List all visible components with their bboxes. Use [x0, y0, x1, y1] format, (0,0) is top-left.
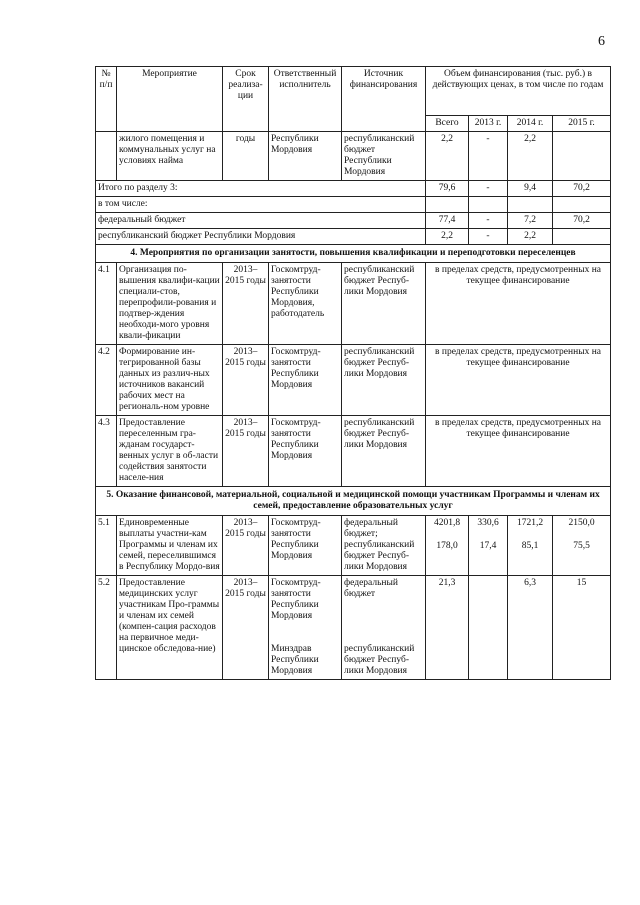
total-cell: 2,2 — [426, 132, 469, 181]
term-cell: 2013–2015 годы — [223, 516, 269, 576]
event-cell: жилого помещения и коммунальных услуг на условиях найма — [117, 132, 223, 181]
y2014-cell — [508, 516, 553, 576]
source-cell: республиканский бюджет Республики Мордовия — [342, 132, 426, 181]
row-num: 5.2 — [96, 576, 117, 680]
summary-2014 — [508, 197, 553, 213]
summary-row — [96, 181, 611, 197]
summary-label: республиканский бюджет Республики Мордовия — [96, 229, 426, 245]
section-header-row — [96, 487, 611, 516]
y2013-cell: - — [469, 132, 508, 181]
total-cell — [426, 516, 469, 576]
responsible-cell: Госкомтруд-занятости Республики Мордовия, работодатель — [269, 263, 342, 345]
header-responsible: Ответственный исполнитель — [269, 67, 342, 132]
y2013-cell — [469, 576, 508, 680]
event-cell: Предоставление медицинских услуг участникам Про-граммы и членам их семей (компен-сация расходов на первичное меди-цинское обследова-ние) — [117, 576, 223, 680]
source-cell: республиканский бюджет Респуб-лики Мордовия — [342, 263, 426, 345]
section-4-title: 4. Мероприятия по организации занятости, повышения квалификации и переподготовки переселенцев — [96, 245, 611, 263]
row-num: 4.3 — [96, 416, 117, 487]
value-republican: 85,1 — [521, 541, 539, 551]
y2015-cell — [553, 132, 611, 181]
summary-2013: - — [469, 213, 508, 229]
summary-2015: 70,2 — [553, 213, 611, 229]
volume-cell: в пределах средств, предусмотренных на текущее финансирование — [426, 263, 611, 345]
volume-cell: в пределах средств, предусмотренных на текущее финансирование — [426, 416, 611, 487]
responsible-cell — [269, 576, 342, 680]
responsible-primary: Госкомтруд-занятости Республики Мордовия — [271, 578, 321, 621]
source-cell: республиканский бюджет Респуб-лики Мордовия — [342, 416, 426, 487]
term-cell: годы — [223, 132, 269, 181]
event-cell: Предоставление переселенным гра-жданам государст-венных услуг в об-ласти содействия занятости населе-ния — [117, 416, 223, 487]
source-republican: республиканский бюджет Респуб-лики Мордовия — [344, 540, 415, 572]
y2014-cell: 2,2 — [508, 132, 553, 181]
header-2015: 2015 г. — [553, 116, 611, 132]
summary-total — [426, 197, 469, 213]
header-2014: 2014 г. — [508, 116, 553, 132]
financing-table — [95, 66, 611, 680]
source-republican: республиканский бюджет Респуб-лики Мордовия — [344, 644, 415, 676]
source-cell — [342, 576, 426, 680]
summary-2014: 7,2 — [508, 213, 553, 229]
event-cell: Единовременные выплаты участни-кам Программы и членам их семей, переселившимся в Республику Мордо-вия — [117, 516, 223, 576]
summary-row — [96, 197, 611, 213]
value-federal: 2150,0 — [568, 518, 595, 528]
term-cell: 2013–2015 годы — [223, 576, 269, 680]
header-term: Срок реализа-ции — [223, 67, 269, 132]
summary-label: в том числе: — [96, 197, 426, 213]
page-number: 6 — [598, 34, 605, 49]
summary-2015 — [553, 197, 611, 213]
y2015-cell: 15 — [553, 576, 611, 680]
source-cell — [342, 516, 426, 576]
value-federal: 330,6 — [477, 518, 499, 528]
value-republican: 178,0 — [436, 541, 458, 551]
y2014-cell: 6,3 — [508, 576, 553, 680]
value-federal: 4201,8 — [433, 518, 461, 528]
summary-label: федеральный бюджет — [96, 213, 426, 229]
table-row — [96, 132, 611, 181]
responsible-cell: Госкомтруд-занятости Республики Мордовия — [269, 516, 342, 576]
event-cell: Организация по-вышения квалифи-кации специали-стов, перепрофили-рования и подтвер-ждения необходи-мого уровня квали-фикации — [117, 263, 223, 345]
header-row — [96, 67, 611, 116]
summary-total: 77,4 — [426, 213, 469, 229]
header-event: Мероприятие — [117, 67, 223, 132]
summary-total: 2,2 — [426, 229, 469, 245]
source-federal: федеральный бюджет; — [344, 518, 398, 539]
responsible-cell: Госкомтруд-занятости Республики Мордовия — [269, 345, 342, 416]
responsible-cell: Госкомтруд-занятости Республики Мордовия — [269, 416, 342, 487]
summary-2015 — [553, 229, 611, 245]
row-num: 4.2 — [96, 345, 117, 416]
value-federal: 1721,2 — [516, 518, 544, 528]
table-row — [96, 516, 611, 576]
y2013-cell — [469, 516, 508, 576]
table-row — [96, 576, 611, 680]
summary-row — [96, 213, 611, 229]
header-total: Всего — [426, 116, 469, 132]
event-cell: Формирование ин-тегрированной базы данных из различ-ных источников вакансий рабочих мест на региональ-ном уровне — [117, 345, 223, 416]
header-2013: 2013 г. — [469, 116, 508, 132]
summary-row — [96, 229, 611, 245]
section-header-row — [96, 245, 611, 263]
y2015-cell — [553, 516, 611, 576]
summary-2014: 9,4 — [508, 181, 553, 197]
summary-2013 — [469, 197, 508, 213]
value-republican: 17,4 — [479, 541, 497, 551]
row-num: 5.1 — [96, 516, 117, 576]
summary-label: Итого по разделу 3: — [96, 181, 426, 197]
section-5-title: 5. Оказание финансовой, материальной, социальной и медицинской помощи участникам Программы и членам их семей, предоставление образовательных услуг — [96, 487, 611, 516]
summary-2015: 70,2 — [553, 181, 611, 197]
term-cell: 2013–2015 годы — [223, 345, 269, 416]
summary-total: 79,6 — [426, 181, 469, 197]
summary-2013: - — [469, 181, 508, 197]
value-republican: 75,5 — [573, 541, 590, 551]
header-num: № п/п — [96, 67, 117, 132]
volume-cell: в пределах средств, предусмотренных на текущее финансирование — [426, 345, 611, 416]
summary-2013: - — [469, 229, 508, 245]
total-cell: 21,3 — [426, 576, 469, 680]
responsible-cell: Республики Мордовия — [269, 132, 342, 181]
source-federal: федеральный бюджет — [344, 578, 398, 599]
table-row — [96, 263, 611, 345]
row-num: 4.1 — [96, 263, 117, 345]
term-cell: 2013–2015 годы — [223, 416, 269, 487]
table-row — [96, 345, 611, 416]
term-cell: 2013–2015 годы — [223, 263, 269, 345]
header-volume: Объем финансирования (тыс. руб.) в действующих ценах, в том числе по годам — [426, 67, 611, 116]
header-source: Источник финансирования — [342, 67, 426, 132]
source-cell: республиканский бюджет Респуб-лики Мордовия — [342, 345, 426, 416]
table-row — [96, 416, 611, 487]
summary-2014: 2,2 — [508, 229, 553, 245]
responsible-secondary: Минздрав Республики Мордовия — [271, 644, 319, 676]
